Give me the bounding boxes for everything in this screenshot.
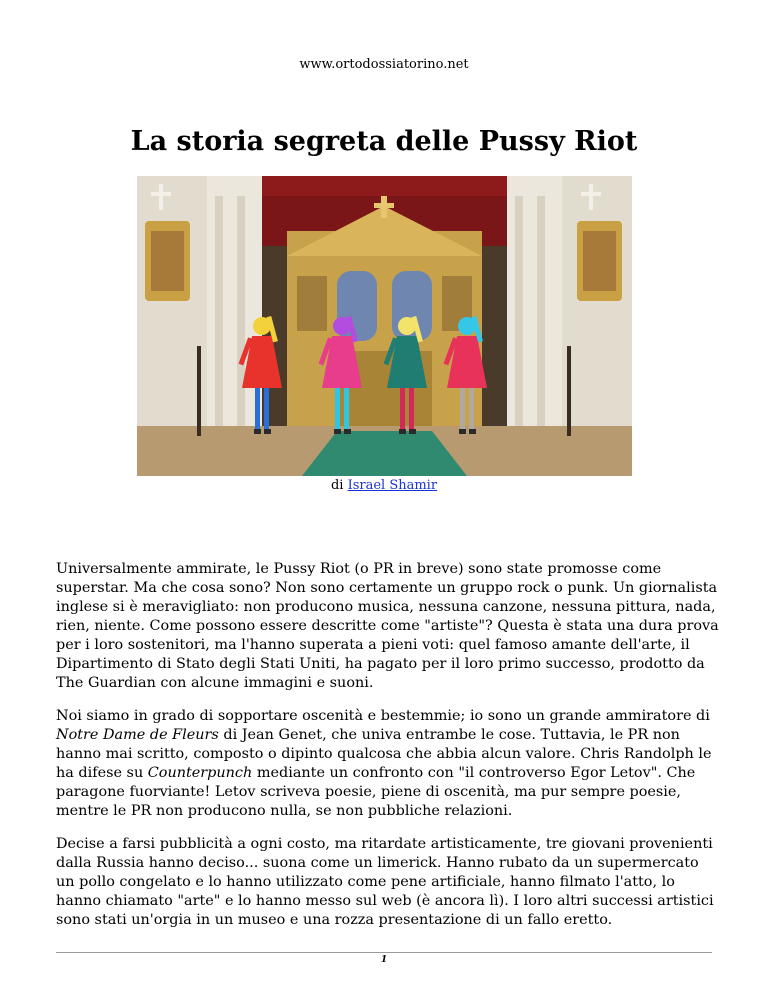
left-cross (159, 184, 163, 210)
site-url-header: www.ortodossiatorino.net (299, 57, 469, 72)
article-paragraph (56, 707, 721, 821)
paragraph-text: Universalmente ammirate, le Pussy Riot (o PR in breve) sono state promosse come superstar. Ma che cosa sono? Non sono certamente un gruppo rock o punk. Un giornalista inglese si è meravigliato: non producono musica, nessuna canzone, nessuna pittura, nada, rien, niente. Come possono essere descritte come "artiste"? Questa è stata una dura prova per i loro sostenitori, ma l'hanno superata a pieni voti: quel famoso amante dell'arte, il Dipartimento di Stato degli Stati Uniti, ha pagato per il loro primo successo, prodotto da The Guardian con alcune immagini e suoni. (56, 561, 719, 691)
right-cross (589, 184, 593, 210)
footer-rule (56, 952, 712, 953)
byline-prefix: di (330, 478, 344, 493)
article-photo (137, 176, 632, 476)
italic-title-text: Notre Dame de Fleurs (56, 727, 219, 743)
byline (0, 478, 768, 493)
left-icon-image (151, 231, 184, 291)
article-paragraph (56, 560, 721, 693)
paragraph-text: di Jean Genet, che univa entrambe le cose. Tuttavia, le PR non hanno mai scritto, composto o dipinto qualcosa che abbia alcun valore. Chris Randolph le ha difese su (56, 727, 712, 781)
paragraph-text: mediante un confronto con "il controverso Egor Letov". Che paragone fuorviante! Letov scriveva poesie, piene di oscenità, ma pur sempre poesie, mentre le PR non producono nulla, se non pubbliche relazioni. (56, 765, 696, 819)
author-link[interactable]: Israel Shamir (347, 478, 438, 493)
cathedral-performance-image (137, 176, 632, 476)
article-title: La storia segreta delle Pussy Riot (130, 126, 638, 157)
paragraph-text: Noi siamo in grado di sopportare oscenità e bestemmie; io sono un grande ammiratore di (56, 708, 710, 724)
paragraph-text: Decise a farsi pubblicità a ogni costo, ma ritardate artisticamente, tre giovani provenienti dalla Russia hanno deciso... suona come un limerick. Hanno rubato da un supermercato un pollo congelato e lo hanno utilizzato come pene artificiale, hanno filmato l'atto, lo hanno chiamato "arte" e lo hanno messo sul web (è ancora lì). I loro altri successi artistici sono stati un'orgia in un museo e una rozza presentazione di un fallo eretto. (56, 836, 714, 928)
article-paragraph (56, 835, 721, 930)
article-body (56, 560, 721, 944)
page-number: 1 (380, 955, 388, 965)
italic-title-text: Counterpunch (147, 765, 253, 781)
